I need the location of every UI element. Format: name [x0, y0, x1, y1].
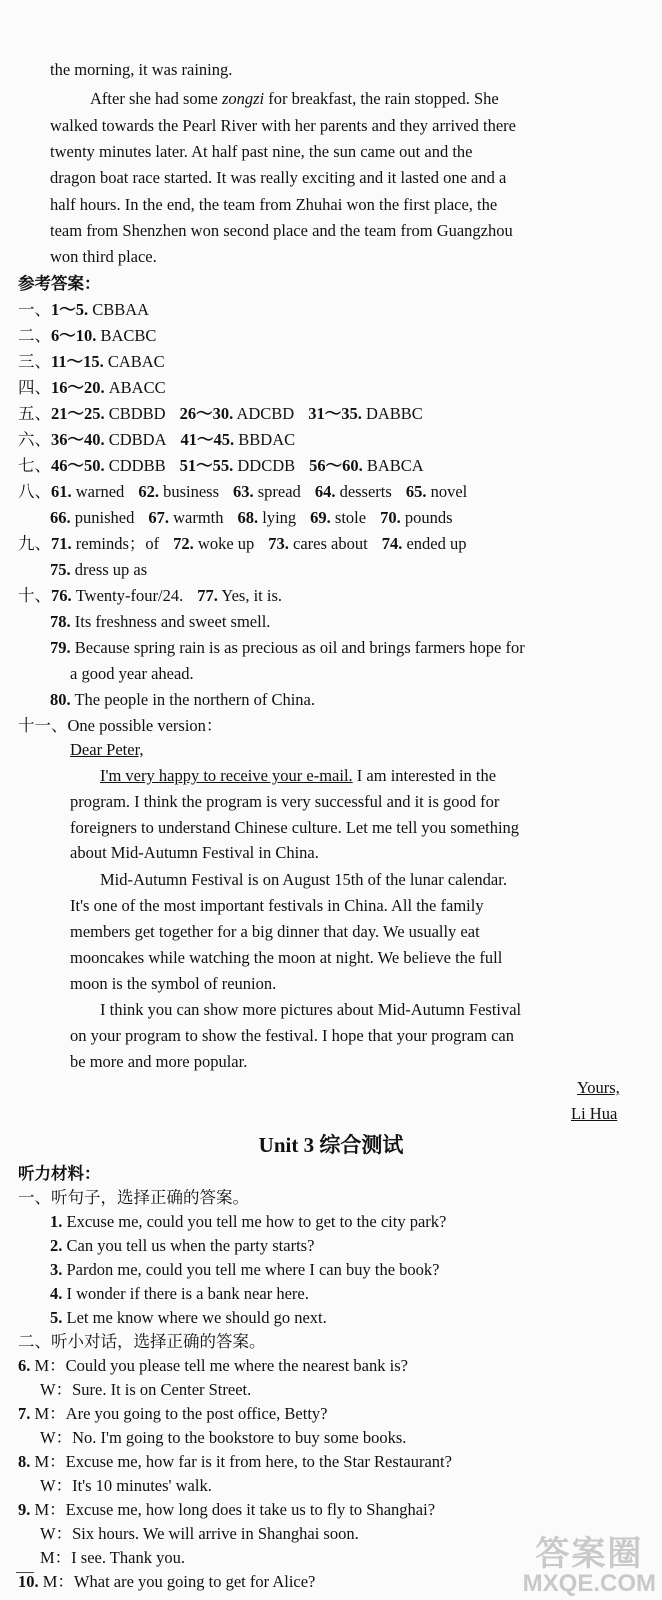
answer-row-10b: 78. Its freshness and sweet smell. — [50, 612, 271, 631]
dialogue-line: W：No. I'm going to the bookstore to buy some books. — [40, 1428, 407, 1447]
sentence-item: 3. Pardon me, could you tell me where I can buy the book? — [50, 1260, 440, 1279]
story-line: half hours. In the end, the team from Zhuhai won the first place, the — [50, 195, 498, 214]
answer-row-10e: 80. The people in the northern of China. — [50, 690, 316, 709]
footer-dash — [16, 1572, 34, 1573]
dialogue-line: W：It's 10 minutes' walk. — [40, 1476, 212, 1495]
answer-row-10d: a good year ahead. — [70, 664, 194, 683]
letter-signature: Li Hua — [571, 1104, 618, 1123]
dialogue-line: W：Sure. It is on Center Street. — [40, 1380, 252, 1399]
answer-row-1: 一、1～5. CBBAA — [18, 300, 150, 319]
answer-row-7: 七、46～50. CDDBB 51～55. DDCDB 56～60. BABCA — [18, 456, 424, 475]
dialogue-line: 7. M：Are you going to the post office, Betty? — [18, 1404, 328, 1423]
letter-line: It's one of the most important festivals in China. All the family — [70, 896, 484, 915]
sentence-item: 4. I wonder if there is a bank near here. — [50, 1284, 309, 1303]
letter-line: program. I think the program is very successful and it is good for — [70, 792, 500, 811]
answer-row-11: 十一、One possible version： — [18, 716, 223, 735]
letter-line: I think you can show more pictures about Mid-Autumn Festival — [100, 1000, 522, 1019]
answer-row-6: 六、36～40. CDBDA 41～45. BBDAC — [18, 430, 296, 449]
letter-line: foreigners to understand Chinese culture. Let me tell you something — [70, 818, 520, 837]
story-line: twenty minutes later. At half past nine, the sun came out and the — [50, 142, 473, 161]
answer-row-10c: 79. Because spring rain is as precious as oil and brings farmers hope for — [50, 638, 525, 657]
letter-line: on your program to show the festival. I hope that your program can — [70, 1026, 515, 1045]
watermark-text: 答案圈 — [535, 1535, 644, 1573]
dialogue-line: 6. M：Could you please tell me where the nearest bank is? — [18, 1356, 408, 1375]
letter-line: Mid-Autumn Festival is on August 15th of the lunar calendar. — [100, 870, 507, 889]
letter-line: be more and more popular. — [70, 1052, 248, 1071]
letter-line: moon is the symbol of reunion. — [70, 974, 277, 993]
listening-heading: 听力材料： — [18, 1164, 101, 1183]
letter-line: I'm very happy to receive your e-mail. I am interested in the — [100, 766, 497, 785]
sentence-item: 5. Let me know where we should go next. — [50, 1308, 327, 1327]
story-line: team from Shenzhen won second place and the team from Guangzhou — [50, 221, 513, 240]
part1-heading: 一、听句子，选择正确的答案。 — [18, 1188, 249, 1207]
unit-title: Unit 3 综合测试 — [258, 1133, 404, 1157]
answer-row-3: 三、11～15. CABAC — [18, 352, 165, 371]
letter-closing: Yours, — [577, 1078, 620, 1097]
dialogue-line: 9. M：Excuse me, how long does it take us to fly to Shanghai? — [18, 1500, 436, 1519]
dialogue-line: W：Six hours. We will arrive in Shanghai soon. — [40, 1524, 359, 1543]
letter-greeting: Dear Peter, — [70, 740, 144, 759]
letter-line: members get together for a big dinner that day. We usually eat — [70, 922, 480, 941]
dialogue-line: M：I see. Thank you. — [40, 1548, 185, 1567]
answer-row-9b: 75. dress up as — [50, 560, 148, 579]
letter-line: about Mid-Autumn Festival in China. — [70, 843, 319, 862]
dialogue-line: 10. M：What are you going to get for Alice? — [18, 1572, 316, 1591]
watermark-url: MXQE.COM — [522, 1570, 656, 1597]
story-line: walked towards the Pearl River with her parents and they arrived there — [50, 116, 516, 135]
story-line: the morning, it was raining. — [50, 60, 233, 79]
dialogue-line: 8. M：Excuse me, how far is it from here, to the Star Restaurant? — [18, 1452, 452, 1471]
answer-row-5: 五、21～25. CBDBD 26～30. ADCBD 31～35. DABBC — [18, 404, 423, 423]
letter-line: mooncakes while watching the moon at night. We believe the full — [70, 948, 503, 967]
part2-heading: 二、听小对话，选择正确的答案。 — [18, 1332, 266, 1351]
answer-row-8a: 八、61. warned 62. business 63. spread 64. desserts 65. novel — [18, 482, 468, 501]
story-line: won third place. — [50, 247, 157, 266]
answers-heading: 参考答案： — [18, 274, 101, 293]
story-line: After she had some zongzi for breakfast, the rain stopped. She — [90, 89, 499, 108]
story-line: dragon boat race started. It was really exciting and it lasted one and a — [50, 168, 507, 187]
sentence-item: 2. Can you tell us when the party starts? — [50, 1236, 315, 1255]
answer-row-2: 二、6～10. BACBC — [18, 326, 157, 345]
watermark-logo — [523, 1536, 656, 1596]
sentence-item: 1. Excuse me, could you tell me how to get to the city park? — [50, 1212, 447, 1231]
answer-row-9a: 九、71. reminds；of 72. woke up 73. cares about 74. ended up — [18, 534, 467, 553]
answer-row-10a: 十、76. Twenty-four/24. 77. Yes, it is. — [18, 586, 283, 605]
answer-row-8b: 66. punished 67. warmth 68. lying 69. stole 70. pounds — [50, 508, 453, 527]
answer-row-4: 四、16～20. ABACC — [18, 378, 166, 397]
